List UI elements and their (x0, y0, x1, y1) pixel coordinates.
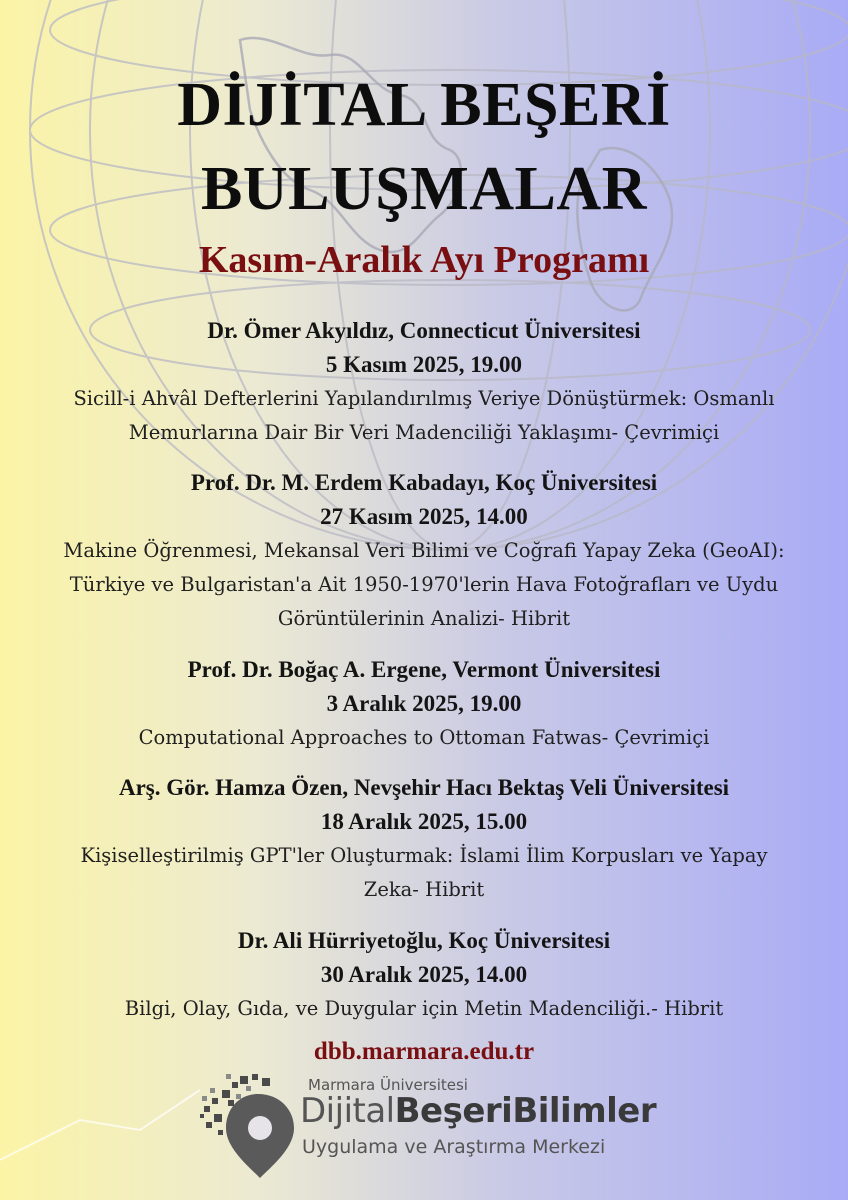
event-date: 5 Kasım 2025, 19.00 (325, 352, 523, 377)
event-topic-line: Memurlarına Dair Bir Veri Madenciliği Yaklaşımı- Çevrimiçi (128, 421, 720, 444)
event-speaker: Dr. Ömer Akyıldız, Connecticut Üniversitesi (207, 318, 641, 343)
event-speaker: Prof. Dr. M. Erdem Kabadayı, Koç Üniversitesi (190, 470, 658, 495)
event-date: 18 Aralık 2025, 15.00 (320, 809, 528, 834)
event-date: 30 Aralık 2025, 14.00 (320, 962, 528, 987)
event-date: 27 Kasım 2025, 14.00 (320, 504, 528, 529)
event-topic-line: Kişiselleştirilmiş GPT'ler Oluşturmak: İslami İlim Korpusları ve Yapay (80, 844, 768, 867)
event-topic-line: Makine Öğrenmesi, Mekansal Veri Bilimi ve Coğrafi Yapay Zeka (GeoAI): (63, 539, 785, 562)
map-pin-pixel-icon (200, 1070, 310, 1180)
website-link[interactable]: dbb.marmara.edu.tr (313, 1038, 535, 1065)
logo-subtitle: Uygulama ve Araştırma Merkezi (302, 1136, 606, 1158)
event-speaker: Dr. Ali Hürriyetoğlu, Koç Üniversitesi (237, 928, 611, 953)
logo-center-name (300, 1090, 656, 1132)
event-entry-2 (20, 466, 828, 636)
event-topic-line: Türkiye ve Bulgaristan'a Ait 1950-1970'lerin Hava Fotoğrafları ve Uydu (69, 573, 779, 596)
logo-name-part-1: Dijital (300, 1091, 395, 1131)
program-subtitle: Kasım-Aralık Ayı Programı (198, 239, 650, 281)
event-speaker: Arş. Gör. Hamza Özen, Nevşehir Hacı Bektaş Veli Üniversitesi (118, 775, 730, 800)
event-entry-3 (20, 653, 828, 755)
poster-title-line-1: DİJİTAL BEŞERİ (177, 71, 671, 139)
logo-name-part-2: BeşeriBilimler (394, 1091, 657, 1131)
event-topic-line: Bilgi, Olay, Gıda, ve Duygular için Metin Madenciliği.- Hibrit (124, 997, 724, 1020)
event-entry-4 (20, 771, 828, 907)
event-entry-5 (20, 924, 828, 1026)
center-logo (200, 1070, 660, 1180)
event-topic-line: Computational Approaches to Ottoman Fatwas- Çevrimiçi (138, 726, 710, 749)
poster-title-line-2: BULUŞMALAR (201, 155, 647, 223)
logo-university-name: Marmara Üniversitesi (308, 1076, 468, 1094)
event-topic-line: Zeka- Hibrit (363, 878, 485, 901)
event-date: 3 Aralık 2025, 19.00 (326, 691, 522, 716)
event-topic-line: Sicill-i Ahvâl Defterlerini Yapılandırılmış Veriye Dönüştürmek: Osmanlı (73, 387, 775, 410)
event-topic-line: Görüntülerinin Analizi- Hibrit (277, 607, 571, 630)
event-entry-1 (20, 314, 828, 450)
event-speaker: Prof. Dr. Boğaç A. Ergene, Vermont Üniversitesi (187, 657, 661, 682)
